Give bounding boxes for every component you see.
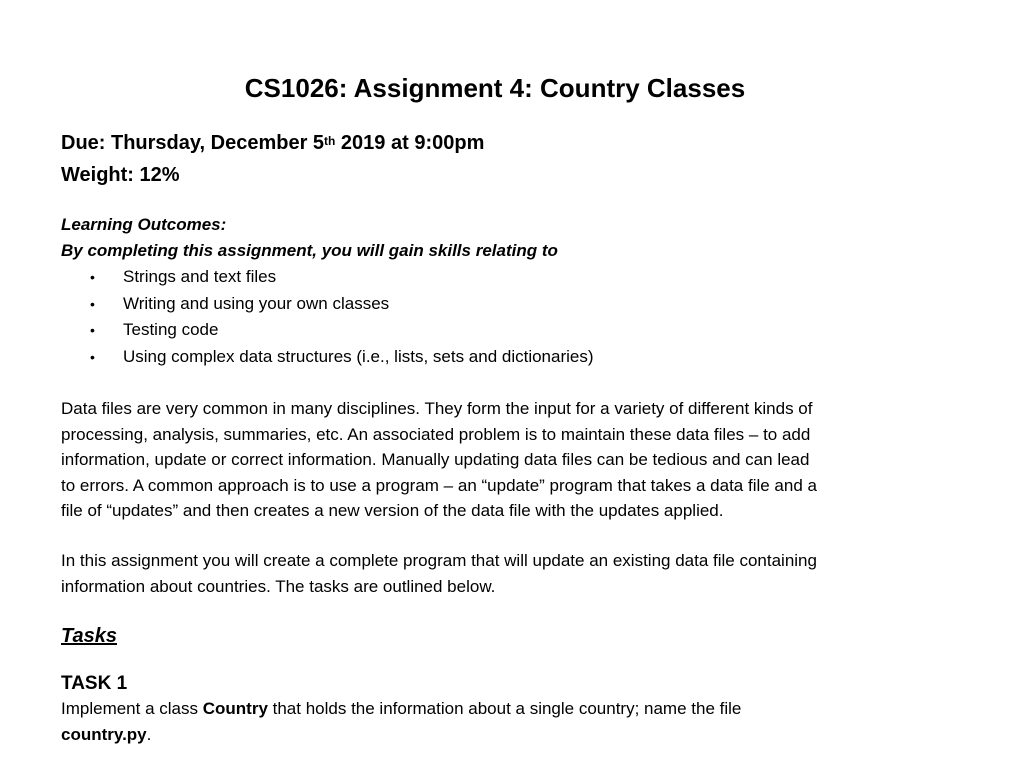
assignment-paragraph [61,548,961,599]
task1-line [61,722,741,748]
list-item [86,264,594,291]
due-date-prefix: Due: Thursday, December 5 [61,132,325,154]
learning-outcomes-intro: By completing this assignment, you will gain skills relating to [61,241,558,260]
due-date-superscript: th [324,134,336,148]
task1-period: . [146,725,152,744]
list-item [86,317,594,344]
assignment-meta [61,127,484,191]
learning-outcomes-heading: Learning Outcomes: [61,215,227,234]
tasks-heading: Tasks [61,625,117,647]
list-item-text: Testing code [123,320,219,339]
bullet-icon: • [90,295,95,312]
due-date [61,127,484,159]
document-title: CS1026: Assignment 4: Country Classes [244,73,746,103]
list-item-text: Using complex data structures (i.e., lists, sets and dictionaries) [123,346,594,366]
list-item-text: Strings and text files [123,267,277,286]
list-item-text: Writing and using your own classes [123,293,390,313]
task1-heading: TASK 1 [61,673,128,694]
task1-text-a: Implement a class [61,699,203,718]
task1-text-b: that holds the information about a single country; name the file [267,699,742,718]
bullet-icon: • [90,269,95,285]
weight: Weight: 12% [61,164,180,186]
bullet-icon: • [90,322,95,338]
paragraph-line: information, update or correct information. Manually updating data files can be tedious and can lead [61,450,810,470]
paragraph-line: information about countries. The tasks are outlined below. [61,576,496,596]
learning-outcomes [61,212,558,264]
task1-file-name: country.py [61,725,147,744]
paragraph-line: to errors. A common approach is to use a program – an “update” program that takes a data file and a [61,475,817,495]
paragraph-line: Data files are very common in many disciplines. They form the input for a variety of different kinds of [61,399,813,418]
paragraph-line: processing, analysis, summaries, etc. An associated problem is to maintain these data files – to add [61,424,811,444]
list-item [86,291,594,318]
bullet-icon: • [90,348,95,365]
paragraph-line: file of “updates” and then creates a new version of the data file with the updates applied. [61,501,724,521]
list-item [86,344,594,371]
task1-line [61,696,741,722]
outcomes-list [86,264,594,370]
paragraph-line: In this assignment you will create a complete program that will update an existing data file containing [61,551,817,570]
task1-description [61,696,741,748]
due-date-suffix: 2019 at 9:00pm [335,132,485,154]
task1-class-name: Country [202,699,268,718]
intro-paragraph [61,396,961,524]
